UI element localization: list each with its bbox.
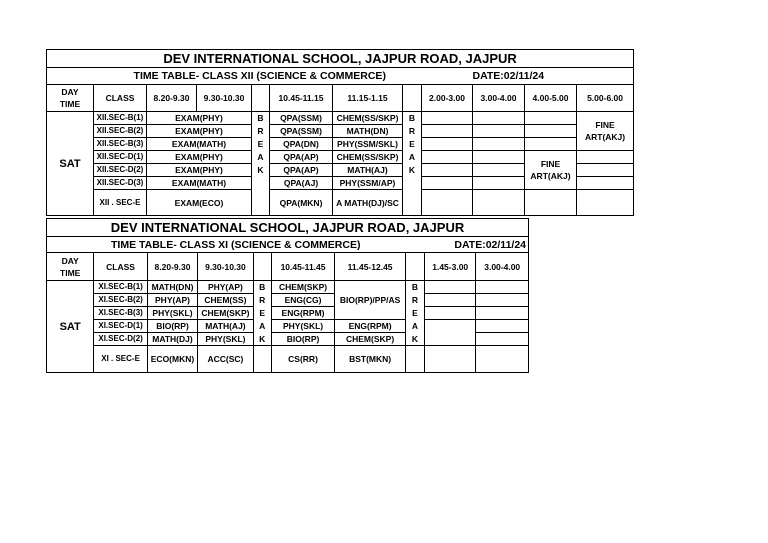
empty-cell (425, 281, 476, 294)
timetable-class-xi (46, 218, 529, 373)
period-cell: MATH(DN) (333, 125, 403, 138)
period-cell: QPA(AP) (270, 151, 333, 164)
period-cell: PHY(SKL) (271, 320, 335, 333)
period-cell: CHEM(SS/SKP) (333, 151, 403, 164)
period-header: 11.15-1.15 (333, 85, 403, 112)
empty-cell (476, 333, 529, 346)
class-cell: XII.SEC-D(3) (94, 177, 147, 190)
table-row (47, 151, 634, 164)
class-header: CLASS (94, 85, 147, 112)
empty-cell (577, 164, 634, 177)
class-cell: XI.SEC-D(1) (94, 320, 147, 333)
period-cell: EXAM(ECO) (147, 190, 252, 216)
class-cell: XI.SEC-B(1) (94, 281, 147, 294)
empty-cell (473, 138, 525, 151)
class-cell: XII.SEC-D(1) (94, 151, 147, 164)
school-name: DEV INTERNATIONAL SCHOOL, JAJPUR ROAD, JAJPUR (47, 50, 634, 68)
day-time-header: DAY TIME (47, 85, 94, 112)
empty-cell (425, 320, 476, 346)
class-cell: XII.SEC-B(1) (94, 112, 147, 125)
break-cell: A (405, 320, 424, 333)
break-header (253, 253, 271, 281)
period-cell: ACC(SC) (198, 346, 253, 373)
period-cell: MATH(AJ) (333, 164, 403, 177)
empty-cell (525, 190, 577, 216)
day-time-header: DAY TIME (47, 253, 94, 281)
class-cell: XII . SEC-E (94, 190, 147, 216)
break-cell (403, 177, 422, 190)
break-cell: R (405, 294, 424, 307)
period-cell: MATH(DN) (147, 281, 197, 294)
table-row (47, 346, 529, 373)
break-cell: E (405, 307, 424, 320)
period-cell: EXAM(PHY) (147, 125, 252, 138)
period-header: 9.30-10.30 (198, 253, 253, 281)
period-cell: EXAM(PHY) (147, 112, 252, 125)
break-cell: E (253, 307, 271, 320)
empty-cell (577, 151, 634, 164)
period-header: 10.45-11.45 (271, 253, 335, 281)
break-cell: K (405, 333, 424, 346)
period-header: 3.00-4.00 (476, 253, 529, 281)
break-cell: R (253, 294, 271, 307)
break-cell (252, 190, 270, 216)
period-cell: PHY(SSM/AP) (333, 177, 403, 190)
period-cell: CHEM(SS) (198, 294, 253, 307)
break-cell: A (403, 151, 422, 164)
period-cell: BIO(RP) (271, 333, 335, 346)
period-cell: QPA(SSM) (270, 112, 333, 125)
period-cell: CHEM(SS/SKP) (333, 112, 403, 125)
break-cell: K (252, 164, 270, 177)
break-cell: K (253, 333, 271, 346)
period-header: 5.00-6.00 (577, 85, 634, 112)
class-cell: XII.SEC-B(3) (94, 138, 147, 151)
break-cell: B (403, 112, 422, 125)
class-cell: XII.SEC-D(2) (94, 164, 147, 177)
period-cell: CHEM(SKP) (198, 307, 253, 320)
timetable-subtitle: TIME TABLE- CLASS XII (SCIENCE & COMMERCE) (47, 68, 473, 85)
class-cell: XI.SEC-B(3) (94, 307, 147, 320)
empty-cell (422, 112, 473, 125)
class-header: CLASS (94, 253, 147, 281)
empty-cell (425, 346, 476, 373)
empty-cell (422, 190, 473, 216)
empty-cell (473, 151, 525, 164)
class-cell: XII.SEC-B(2) (94, 125, 147, 138)
break-cell: R (252, 125, 270, 138)
break-cell (253, 346, 271, 373)
period-cell: PHY(SSM/SKL) (333, 138, 403, 151)
period-header: 2.00-3.00 (422, 85, 473, 112)
period-cell: QPA(DN) (270, 138, 333, 151)
period-cell: EXAM(MATH) (147, 138, 252, 151)
period-cell: PHY(AP) (198, 281, 253, 294)
break-cell: B (405, 281, 424, 294)
empty-cell (422, 138, 473, 151)
empty-cell (422, 151, 473, 164)
period-header: 4.00-5.00 (525, 85, 577, 112)
fine-art-cell: FINE ART(AKJ) (525, 151, 577, 190)
empty-cell (525, 125, 577, 138)
period-cell: BST(MKN) (335, 346, 406, 373)
break-cell (403, 190, 422, 216)
empty-cell (422, 164, 473, 177)
class-cell: XI.SEC-B(2) (94, 294, 147, 307)
empty-cell (473, 164, 525, 177)
empty-cell (577, 190, 634, 216)
period-cell-merged: BIO(RP)/PP/AS (335, 281, 406, 320)
timetable-date: DATE:02/11/24 (425, 237, 529, 253)
break-cell: A (252, 151, 270, 164)
class-cell: XI . SEC-E (94, 346, 147, 373)
break-header (403, 85, 422, 112)
table-row (47, 125, 634, 138)
break-cell (252, 177, 270, 190)
period-cell: ENG(CG) (271, 294, 335, 307)
empty-cell (422, 177, 473, 190)
empty-cell (577, 177, 634, 190)
table-row (47, 307, 529, 320)
period-cell: PHY(SKL) (198, 333, 253, 346)
break-cell: K (403, 164, 422, 177)
period-header: 11.45-12.45 (335, 253, 406, 281)
period-cell: EXAM(MATH) (147, 177, 252, 190)
period-header: 1.45-3.00 (425, 253, 476, 281)
table-row (47, 112, 634, 125)
table-row (47, 281, 529, 294)
school-name: DEV INTERNATIONAL SCHOOL, JAJPUR ROAD, JAJPUR (47, 219, 529, 237)
empty-cell (473, 190, 525, 216)
break-cell: E (252, 138, 270, 151)
header-row (47, 85, 634, 112)
header-row (47, 253, 529, 281)
period-cell: ECO(MKN) (147, 346, 197, 373)
timetable-class-xii (46, 49, 634, 216)
table-row (47, 138, 634, 151)
period-cell: CHEM(SKP) (335, 333, 406, 346)
period-header: 3.00-4.00 (473, 85, 525, 112)
break-header (252, 85, 270, 112)
empty-cell (525, 138, 577, 151)
class-cell: XI.SEC-D(2) (94, 333, 147, 346)
empty-cell (422, 125, 473, 138)
day-cell: SAT (47, 112, 94, 216)
period-cell: QPA(MKN) (270, 190, 333, 216)
period-header: 8.20-9.30 (147, 85, 197, 112)
empty-cell (525, 112, 577, 125)
period-cell: EXAM(PHY) (147, 164, 252, 177)
period-cell: EXAM(PHY) (147, 151, 252, 164)
timetable-date: DATE:02/11/24 (473, 68, 634, 85)
period-header: 9.30-10.30 (197, 85, 252, 112)
period-cell: BIO(RP) (147, 320, 197, 333)
break-cell (405, 346, 424, 373)
period-cell: PHY(AP) (147, 294, 197, 307)
empty-cell (473, 177, 525, 190)
fine-art-cell: FINE ART(AKJ) (577, 112, 634, 151)
break-cell: R (403, 125, 422, 138)
empty-cell (473, 112, 525, 125)
period-cell: QPA(SSM) (270, 125, 333, 138)
break-cell: A (253, 320, 271, 333)
table-row (47, 320, 529, 333)
break-cell: B (253, 281, 271, 294)
empty-cell (425, 294, 476, 307)
timetable-subtitle: TIME TABLE- CLASS XI (SCIENCE & COMMERCE) (47, 237, 425, 253)
break-cell: B (252, 112, 270, 125)
period-cell: QPA(AP) (270, 164, 333, 177)
table-row (47, 294, 529, 307)
break-cell: E (403, 138, 422, 151)
empty-cell (476, 320, 529, 333)
period-header: 10.45-11.15 (270, 85, 333, 112)
table-row (47, 190, 634, 216)
empty-cell (476, 294, 529, 307)
period-cell: PHY(SKL) (147, 307, 197, 320)
period-cell: ENG(RPM) (271, 307, 335, 320)
empty-cell (476, 346, 529, 373)
period-cell: MATH(AJ) (198, 320, 253, 333)
day-cell: SAT (47, 281, 94, 373)
period-cell: ENG(RPM) (335, 320, 406, 333)
period-cell: A MATH(DJ)/SC (333, 190, 403, 216)
period-cell: QPA(AJ) (270, 177, 333, 190)
period-cell: CS(RR) (271, 346, 335, 373)
empty-cell (473, 125, 525, 138)
empty-cell (425, 307, 476, 320)
period-header: 8.20-9.30 (147, 253, 197, 281)
empty-cell (476, 281, 529, 294)
period-cell: CHEM(SKP) (271, 281, 335, 294)
period-cell: MATH(DJ) (147, 333, 197, 346)
empty-cell (476, 307, 529, 320)
break-header (405, 253, 424, 281)
